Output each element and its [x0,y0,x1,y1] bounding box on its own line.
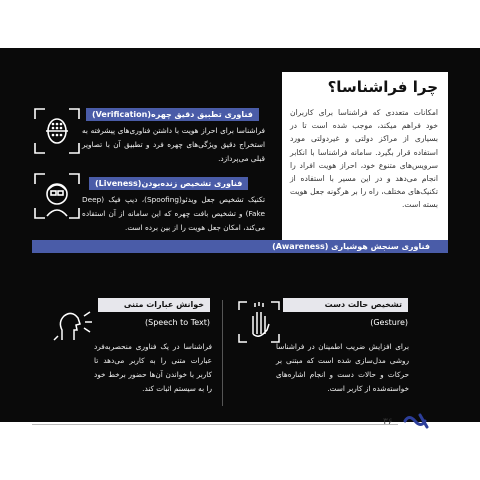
liveness-text: تکنیک تشخیص جعل ویدئو(Spoofing)، دیپ فیک (Deep Fake) و تشخیص بافت چهره که این سامانه از آن استفاده می‌کند، امکان جعل هویت را از بین برده است. [82,195,265,232]
gesture-sub: (Gesture) [370,318,408,327]
verification-heading: فناوری تطبیق دقیق چهره(Verification) [86,108,259,121]
brand-logo-icon [403,413,429,429]
gesture-label: تشخیص حالت دست [283,298,408,312]
verification-text: فراشناسا برای احراز هویت با داشتن فناوری‌های پیشرفته به استخراج دقیق ویژگی‌های چهره فرد و تطبیق آن با تصاویر قبلی می‌پردازد. [82,126,265,163]
hand-gesture-icon [237,300,281,344]
speech-text: فراشناسا در یک فناوری منحصربه‌فرد عبارات متنی را به کاربر می‌دهد تا کاربر با خواندن آن‌ها حضور برخط خود را به سیستم اثبات کند. [94,342,212,393]
face-detect-icon [33,172,81,220]
face-scan-icon [33,107,81,155]
page-number: ۳۶ [383,417,393,427]
why-card [282,72,448,244]
speaking-head-icon [52,308,96,344]
card-title: چرا فراشناسا؟ [327,78,438,96]
card-body: امکانات متعددی که فراشناسا برای کاربران خود فراهم میکند، موجب شده است تا در بسیاری از مراکز دولتی و غیردولتی مورد استفاده قرار بگیرد. سامانه فراشناسا با انکابر سرویس‌های متنوع خود، احراز هویت افراد را انجام می‌دهد و در این مسیر با استفاده از تکنیک‌های مختلف، راه را بر هرگونه جعل هویت بسته است. [290,108,438,210]
gesture-text: برای افزایش ضریب اطمینان در فراشناسا روشی مدل‌سازی شده است که مبتنی بر حرکات و حالات دست و انجام اشاره‌های خواسته‌شده از کاربر است. [276,342,409,393]
column-divider [222,300,223,406]
speech-label: خوانش عبارات متنی [98,298,210,312]
speech-sub: (Speech to Text) [144,318,210,327]
awareness-heading: فناوری سنجش هوشیاری (Awareness) [32,240,448,253]
liveness-heading: فناوری تشخیص زنده‌بودن(Liveness) [89,177,248,190]
footer-line [32,424,398,425]
